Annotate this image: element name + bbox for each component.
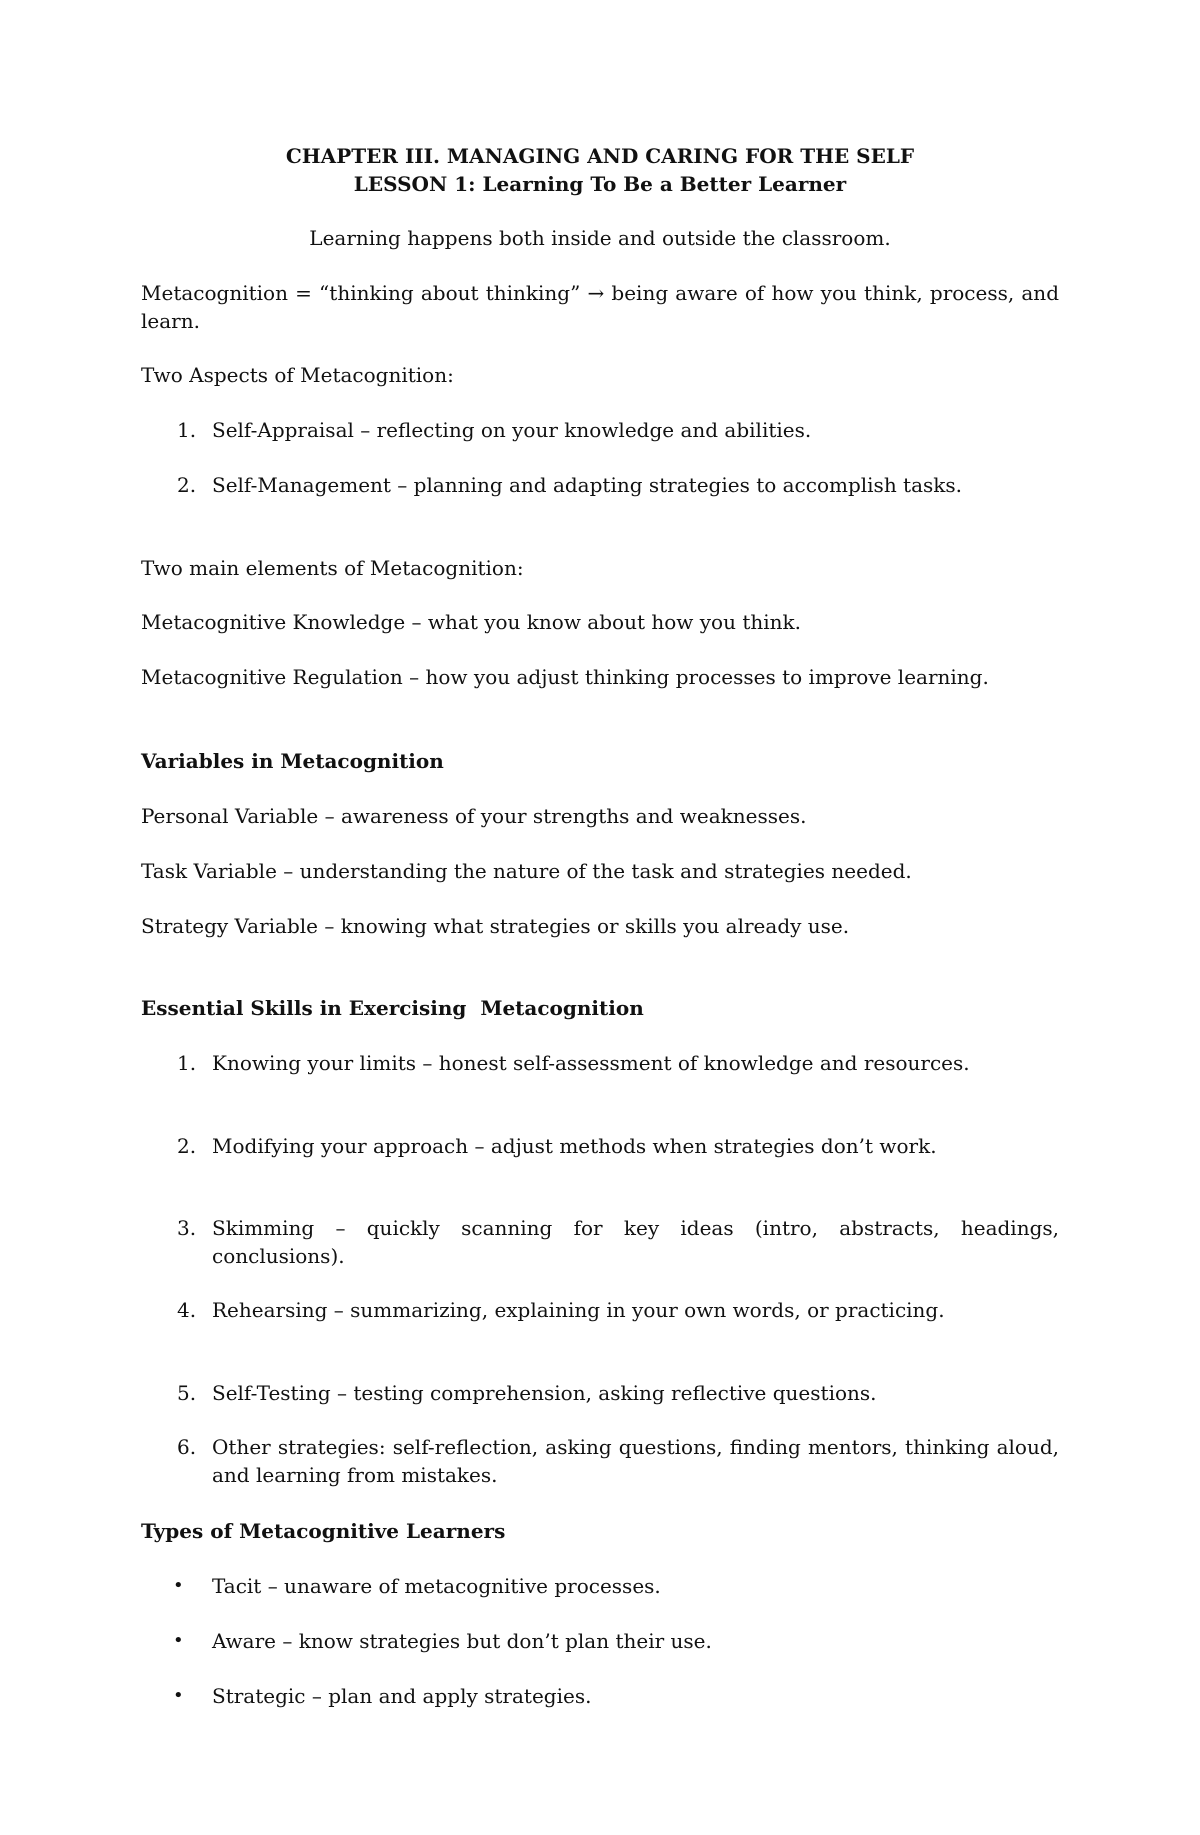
- skills-heading: Essential Skills in Exercising Metacognition: [141, 996, 644, 1020]
- learners-heading: Types of Metacognitive Learners: [141, 1519, 506, 1543]
- list-text: Rehearsing – summarizing, explaining in your own words, or practicing.: [212, 1298, 945, 1322]
- list-number: 6.: [177, 1435, 197, 1459]
- bullet-text: Strategic – plan and apply strategies.: [212, 1684, 592, 1708]
- bullet-icon: •: [173, 1685, 184, 1706]
- list-text: Other strategies: self-reflection, asking questions, finding mentors, thinking aloud, and learning from mistakes.: [212, 1435, 1059, 1487]
- aspects-heading: Two Aspects of Metacognition:: [141, 363, 454, 387]
- list-number: 3.: [177, 1216, 197, 1240]
- list-number: 2.: [177, 473, 197, 497]
- list-text: Self-Appraisal – reflecting on your knowledge and abilities.: [212, 418, 812, 442]
- list-number: 4.: [177, 1298, 197, 1322]
- list-number: 1.: [177, 418, 197, 442]
- list-number: 1.: [177, 1051, 197, 1075]
- list-number: 2.: [177, 1134, 197, 1158]
- task-variable: Task Variable – understanding the nature of the task and strategies needed.: [141, 859, 912, 883]
- bullet-icon: •: [173, 1630, 184, 1651]
- list-text: Skimming – quickly scanning for key ideas (intro, abstracts, headings, conclusions).: [212, 1216, 1059, 1268]
- chapter-title: CHAPTER III. MANAGING AND CARING FOR THE SELF: [285, 144, 915, 168]
- personal-variable: Personal Variable – awareness of your strengths and weaknesses.: [141, 804, 807, 828]
- elements-heading: Two main elements of Metacognition:: [141, 556, 524, 580]
- list-text: Knowing your limits – honest self-assessment of knowledge and resources.: [212, 1051, 970, 1075]
- lesson-title: LESSON 1: Learning To Be a Better Learner: [353, 172, 847, 196]
- strategy-variable: Strategy Variable – knowing what strategies or skills you already use.: [141, 914, 850, 938]
- bullet-text: Aware – know strategies but don’t plan their use.: [212, 1629, 712, 1653]
- bullet-icon: •: [173, 1575, 184, 1596]
- metacognitive-regulation: Metacognitive Regulation – how you adjust thinking processes to improve learning.: [141, 665, 989, 689]
- list-number: 5.: [177, 1381, 197, 1405]
- list-text: Self-Testing – testing comprehension, asking reflective questions.: [212, 1381, 877, 1405]
- definition-paragraph: Metacognition = “thinking about thinking” → being aware of how you think, process, and learn.: [141, 281, 1059, 333]
- variables-heading: Variables in Metacognition: [141, 749, 444, 773]
- list-text: Self-Management – planning and adapting strategies to accomplish tasks.: [212, 473, 963, 497]
- intro-text: Learning happens both inside and outside the classroom.: [309, 226, 891, 250]
- list-text: Modifying your approach – adjust methods when strategies don’t work.: [212, 1134, 937, 1158]
- bullet-text: Tacit – unaware of metacognitive processes.: [212, 1574, 661, 1598]
- metacognitive-knowledge: Metacognitive Knowledge – what you know about how you think.: [141, 610, 801, 634]
